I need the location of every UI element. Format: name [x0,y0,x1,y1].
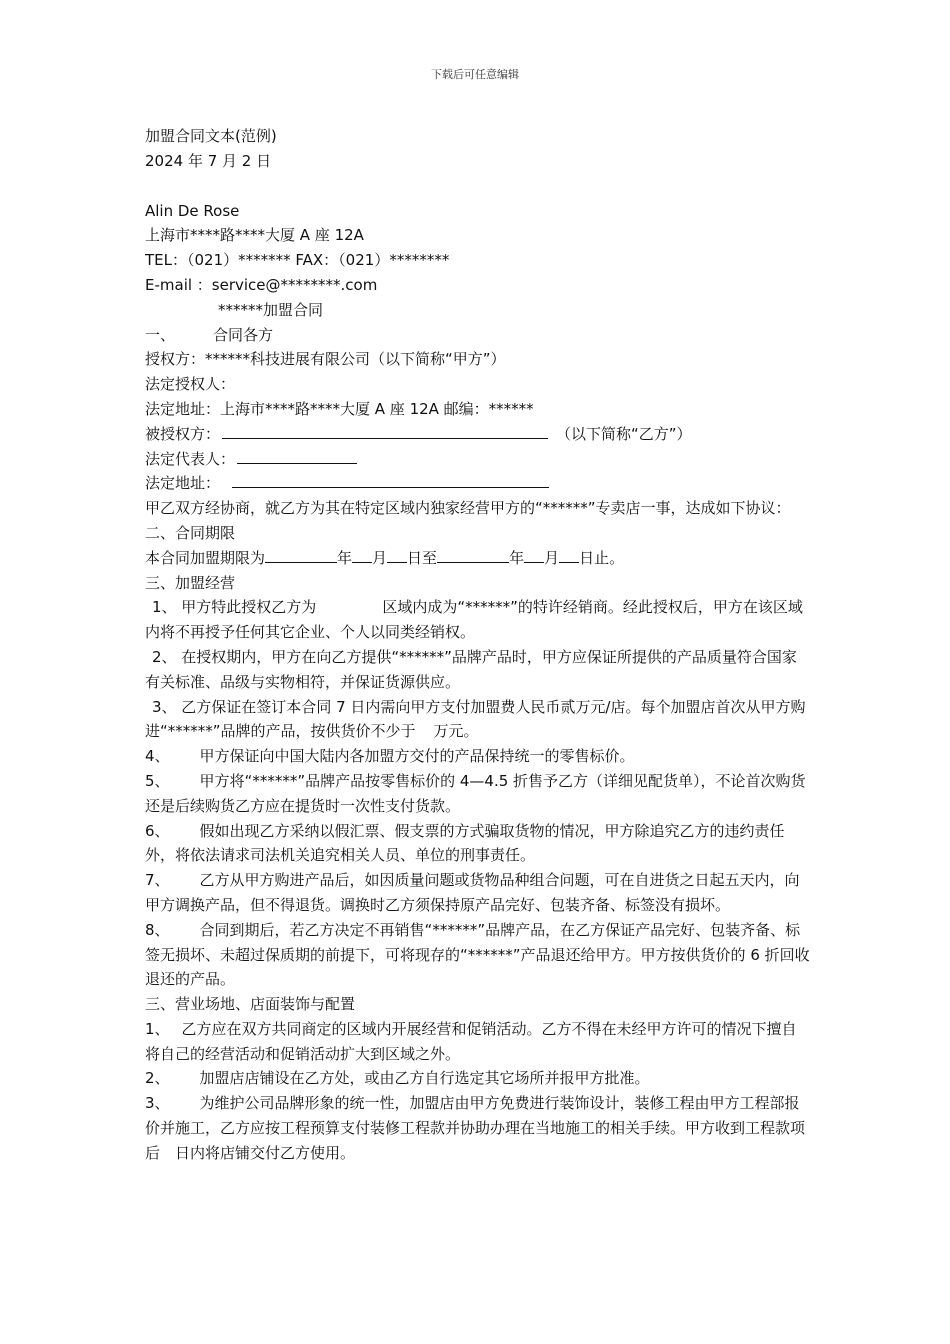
address-b-line [145,471,810,496]
clause-3 [145,695,810,745]
section-2-heading: 二、合同期限 [145,523,236,542]
section-1-heading [145,323,810,348]
premises-clause-1-number: 1、 [145,1019,170,1038]
agreement-paragraph: 甲乙双方经协商，就乙方为其在特定区域内独家经营甲方的“******”专卖店一事，达成如下协议： [145,499,791,518]
clause-2: 2、 在授权期内，甲方在向乙方提供“******”品牌产品时，甲方应保证所提供的产品质量符合国家有关标准、品级与实物相符，并保证货源供应。 [145,647,797,691]
email: E-mail ：service@********.com [145,275,378,294]
clause-8 [145,918,810,992]
address-b-blank [232,472,549,488]
clause-6 [145,819,810,869]
doc-date: 2024 年 7 月 2 日 [145,151,272,170]
premises-clause-1 [145,1017,810,1067]
premises-clause-3-start: 为维护公司品牌形象的统一性，加盟店由甲方免费进行装饰设计，装修工程由甲方工程部报价并施工，乙方应按工程预算支付装修工程款并协助办理在当地施工的相关手续。甲方收到工程款项后 [145,1094,806,1162]
clause-8-text: 合同到期后，若乙方决定不再销售“******”品牌产品，在乙方保证产品完好、包装齐备、标签无损坏、未超过保质期的前提下，可将现存的“******”产品退还给甲方。甲方按供货价的 6 折回收退还的产品。 [145,920,810,989]
party-b-blank [222,423,548,439]
term-end-label: 日止。 [579,548,625,567]
end-month-blank [524,547,544,563]
clause-8-number: 8、 [145,920,170,939]
page-header: 下载后可任意编辑 [431,68,519,81]
clause-5 [145,769,810,819]
start-month-label: 月 [372,548,388,567]
premises-clause-2 [145,1066,810,1091]
clause-6-text: 假如出现乙方采纳以假汇票、假支票的方式骗取货物的情况，甲方除追究乙方的违约责任外，将依法请求司法机关追究相关人员、单位的刑事责任。 [145,821,785,865]
section-1-number: 一、 [145,325,176,344]
clause-4 [145,744,810,769]
clause-7-text: 乙方从甲方购进产品后，如因质量问题或货物品种组合问题，可在自进货之日起五天内，向甲方调换产品，但不得退货。调换时乙方须保持原产品完好、包装齐备、标签没有损坏。 [145,871,800,914]
clause-4-number: 4、 [145,747,170,766]
clause-1-rest: 区域内成为“******”的特许经销商。经此授权后，甲方在该区域内将不再授予任何其它企业、个人以同类经销权。 [145,598,803,642]
clause-3-start: 3、 乙方保证在签订本合同 7 日内需向甲方支付加盟费人民币贰万元/店。每个加盟店首次从甲方购进“******”品牌的产品，按供货价不少于 [145,697,806,741]
end-year-blank [437,547,509,563]
clause-5-number: 5、 [145,771,170,790]
party-b-suffix: （以下简称“乙方”） [556,424,692,443]
section-1-title: 合同各方 [213,325,274,344]
premises-clause-3-rest: 日内将店铺交付乙方使用。 [175,1143,356,1162]
clause-4-text: 甲方保证向中国大陆内各加盟方交付的产品保持统一的零售标价。 [199,747,635,766]
clause-7-number: 7、 [145,871,170,890]
term-to-label: 日至 [407,548,438,567]
clause-1-start: 1、 甲方特此授权乙方为 [152,598,317,617]
section-4-heading: 三、营业场地、店面装饰与配置 [145,995,356,1014]
clause-5-text: 甲方将“******”品牌产品按零售标价的 4—4.5 折售予乙方（详细见配货单），不论首次购货还是后续购货乙方应在提货时一次性支付货款。 [145,771,806,815]
premises-clause-3-number: 3、 [145,1094,170,1113]
party-b-label: 被授权方： [145,424,221,443]
contract-title: ******加盟合同 [218,300,324,319]
clause-7 [145,868,810,918]
start-year-label: 年 [337,548,353,567]
end-year-label: 年 [509,548,525,567]
clause-3-rest: 万元。 [433,722,479,741]
address-a: 法定地址：上海市****路****大厦 A 座 12A 邮编：****** [145,399,534,418]
end-month-label: 月 [544,548,560,567]
legal-rep-b-blank [237,448,357,464]
clause-6-number: 6、 [145,821,170,840]
address-b-label: 法定地址： [145,474,221,493]
document-body [145,124,810,1166]
end-day-blank [559,547,579,563]
term-prefix: 本合同加盟期限为 [145,548,266,567]
sender-name: Alin De Rose [145,201,240,220]
legal-rep-b-label: 法定代表人： [145,449,236,468]
start-year-blank [265,547,337,563]
premises-clause-2-number: 2、 [145,1069,170,1088]
start-month-blank [352,547,372,563]
legal-rep-b-line [145,447,810,472]
doc-title: 加盟合同文本(范例) [145,127,277,145]
party-a: 授权方：******科技进展有限公司（以下简称“甲方”） [145,350,506,369]
party-b-line [145,422,810,447]
premises-clause-2-text: 加盟店店铺设在乙方处，或由乙方自行选定其它场所并报甲方批准。 [199,1069,650,1088]
start-day-blank [387,547,407,563]
premises-clause-3 [145,1091,810,1165]
term-line [145,546,810,571]
sender-address: 上海市****路****大厦 A 座 12A [145,226,364,245]
premises-clause-1-text: 乙方应在双方共同商定的区域内开展经营和促销活动。乙方不得在未经甲方许可的情况下擅自将自己的经营活动和促销活动扩大到区域之外。 [145,1019,797,1063]
clause-1 [145,595,810,645]
section-3-heading: 三、加盟经营 [145,573,236,592]
legal-rep-a: 法定授权人： [145,375,236,394]
tel-fax: TEL：（021）******* FAX：（021）******** [145,251,450,270]
